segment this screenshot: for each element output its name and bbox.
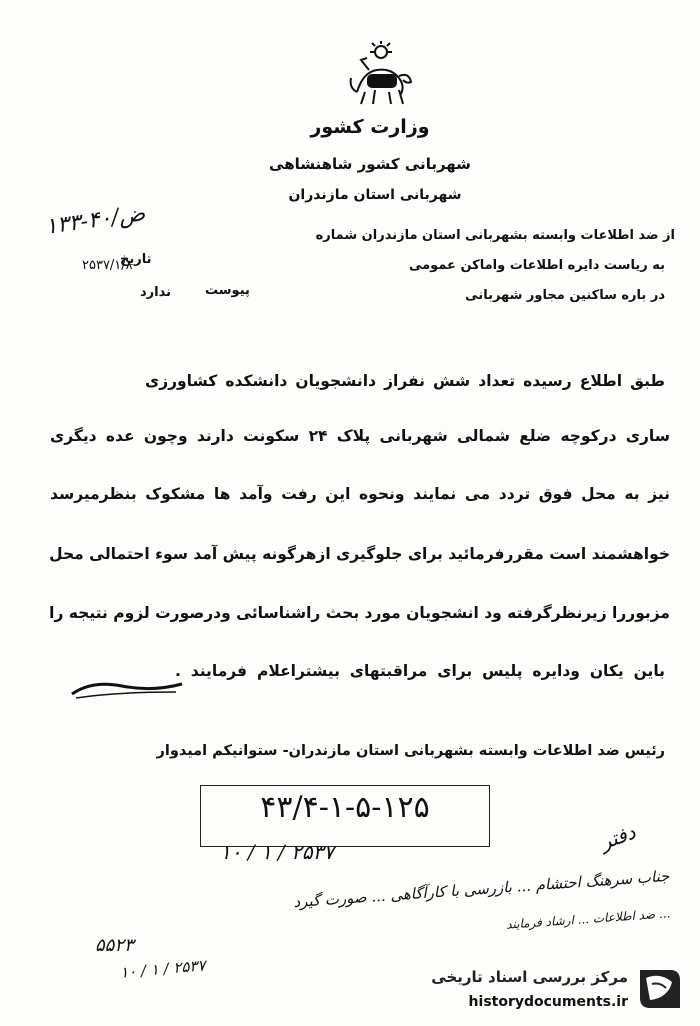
attachment-value: ندارد [140, 285, 172, 300]
body-line-3: نیز به محل فوق تردد می نمایند ونحوه این رفت وآمد ها مشکوک بنظرمیرسد [50, 485, 670, 503]
ink-scribble [70, 680, 185, 702]
ministry-title: وزارت کشور [310, 116, 430, 138]
body-line-2: ساری درکوچه ضلع شمالی شهربانی پلاک ۲۴ سکونت دارند وچون عده دیگری [50, 427, 670, 445]
handwritten-note-top: دفتر [596, 819, 639, 855]
signature-line: رئیس ضد اطلاعات وابسته بشهربانی استان مازندران- ستوانیکم امیدوار [156, 743, 665, 759]
date-label: تاریخ [120, 252, 152, 267]
subject-line: در باره ساکنین مجاور شهربانی [465, 288, 665, 303]
body-line-6: باین یکان ودایره پلیس برای مراقبتهای بیشتراعلام فرمایند . [175, 662, 665, 680]
archive-logo-icon [634, 962, 686, 1016]
handwritten-reference-number: ۱۳۳-۴۰/ض [43, 201, 147, 240]
stamp-date: ۱۰ / ۱ / ۲۵۳۷ [220, 840, 335, 864]
watermark-title: مرکز بررسی اسناد تاریخی [431, 968, 628, 986]
body-line-5: مزبوررا زیرنظرگرفته ود انشجویان مورد بحث راشناسائی ودرصورت لزوم نتیجه را [49, 604, 670, 622]
handwritten-note-1: جناب سرهنگ احتشام ... بازرسی با کارآگاهی ... صورت گیرد [293, 866, 671, 912]
handwritten-note-3: ۵۵۲۳ [95, 935, 134, 956]
handwritten-note-2: ... ضد اطلاعات ... ارشاد فرمایند [505, 906, 671, 932]
stamp-number: ۴۳/۴-۱-۵-۱۲۵ [260, 790, 430, 825]
body-line-4: خواهشمند است مقررفرمائید برای جلوگیری ازهرگونه پیش آمد سوء احتمالی محل [49, 545, 670, 563]
body-line-1: طبق اطلاع رسیده تعداد شش نفراز دانشجویان دانشکده کشاورزی [145, 372, 665, 390]
header-line-2: شهربانی کشور شاهنشاهی [269, 155, 471, 173]
handwritten-note-4: ۱۰ / ۱ / ۲۵۳۷ [119, 956, 207, 982]
to-line: به ریاست دایره اطلاعات واماکن عمومی [408, 258, 665, 273]
watermark-url: historydocuments.ir [468, 994, 628, 1010]
date-value: ۲۵۳۷/۱/۸ [82, 258, 133, 273]
attachment-label: پیوست [205, 283, 250, 298]
header-line-3: شهربانی استان مازندران [288, 187, 462, 203]
from-line: از ضد اطلاعات وابسته بشهربانی استان مازندران شماره [315, 228, 675, 243]
lion-and-sun-emblem-icon [345, 40, 415, 108]
